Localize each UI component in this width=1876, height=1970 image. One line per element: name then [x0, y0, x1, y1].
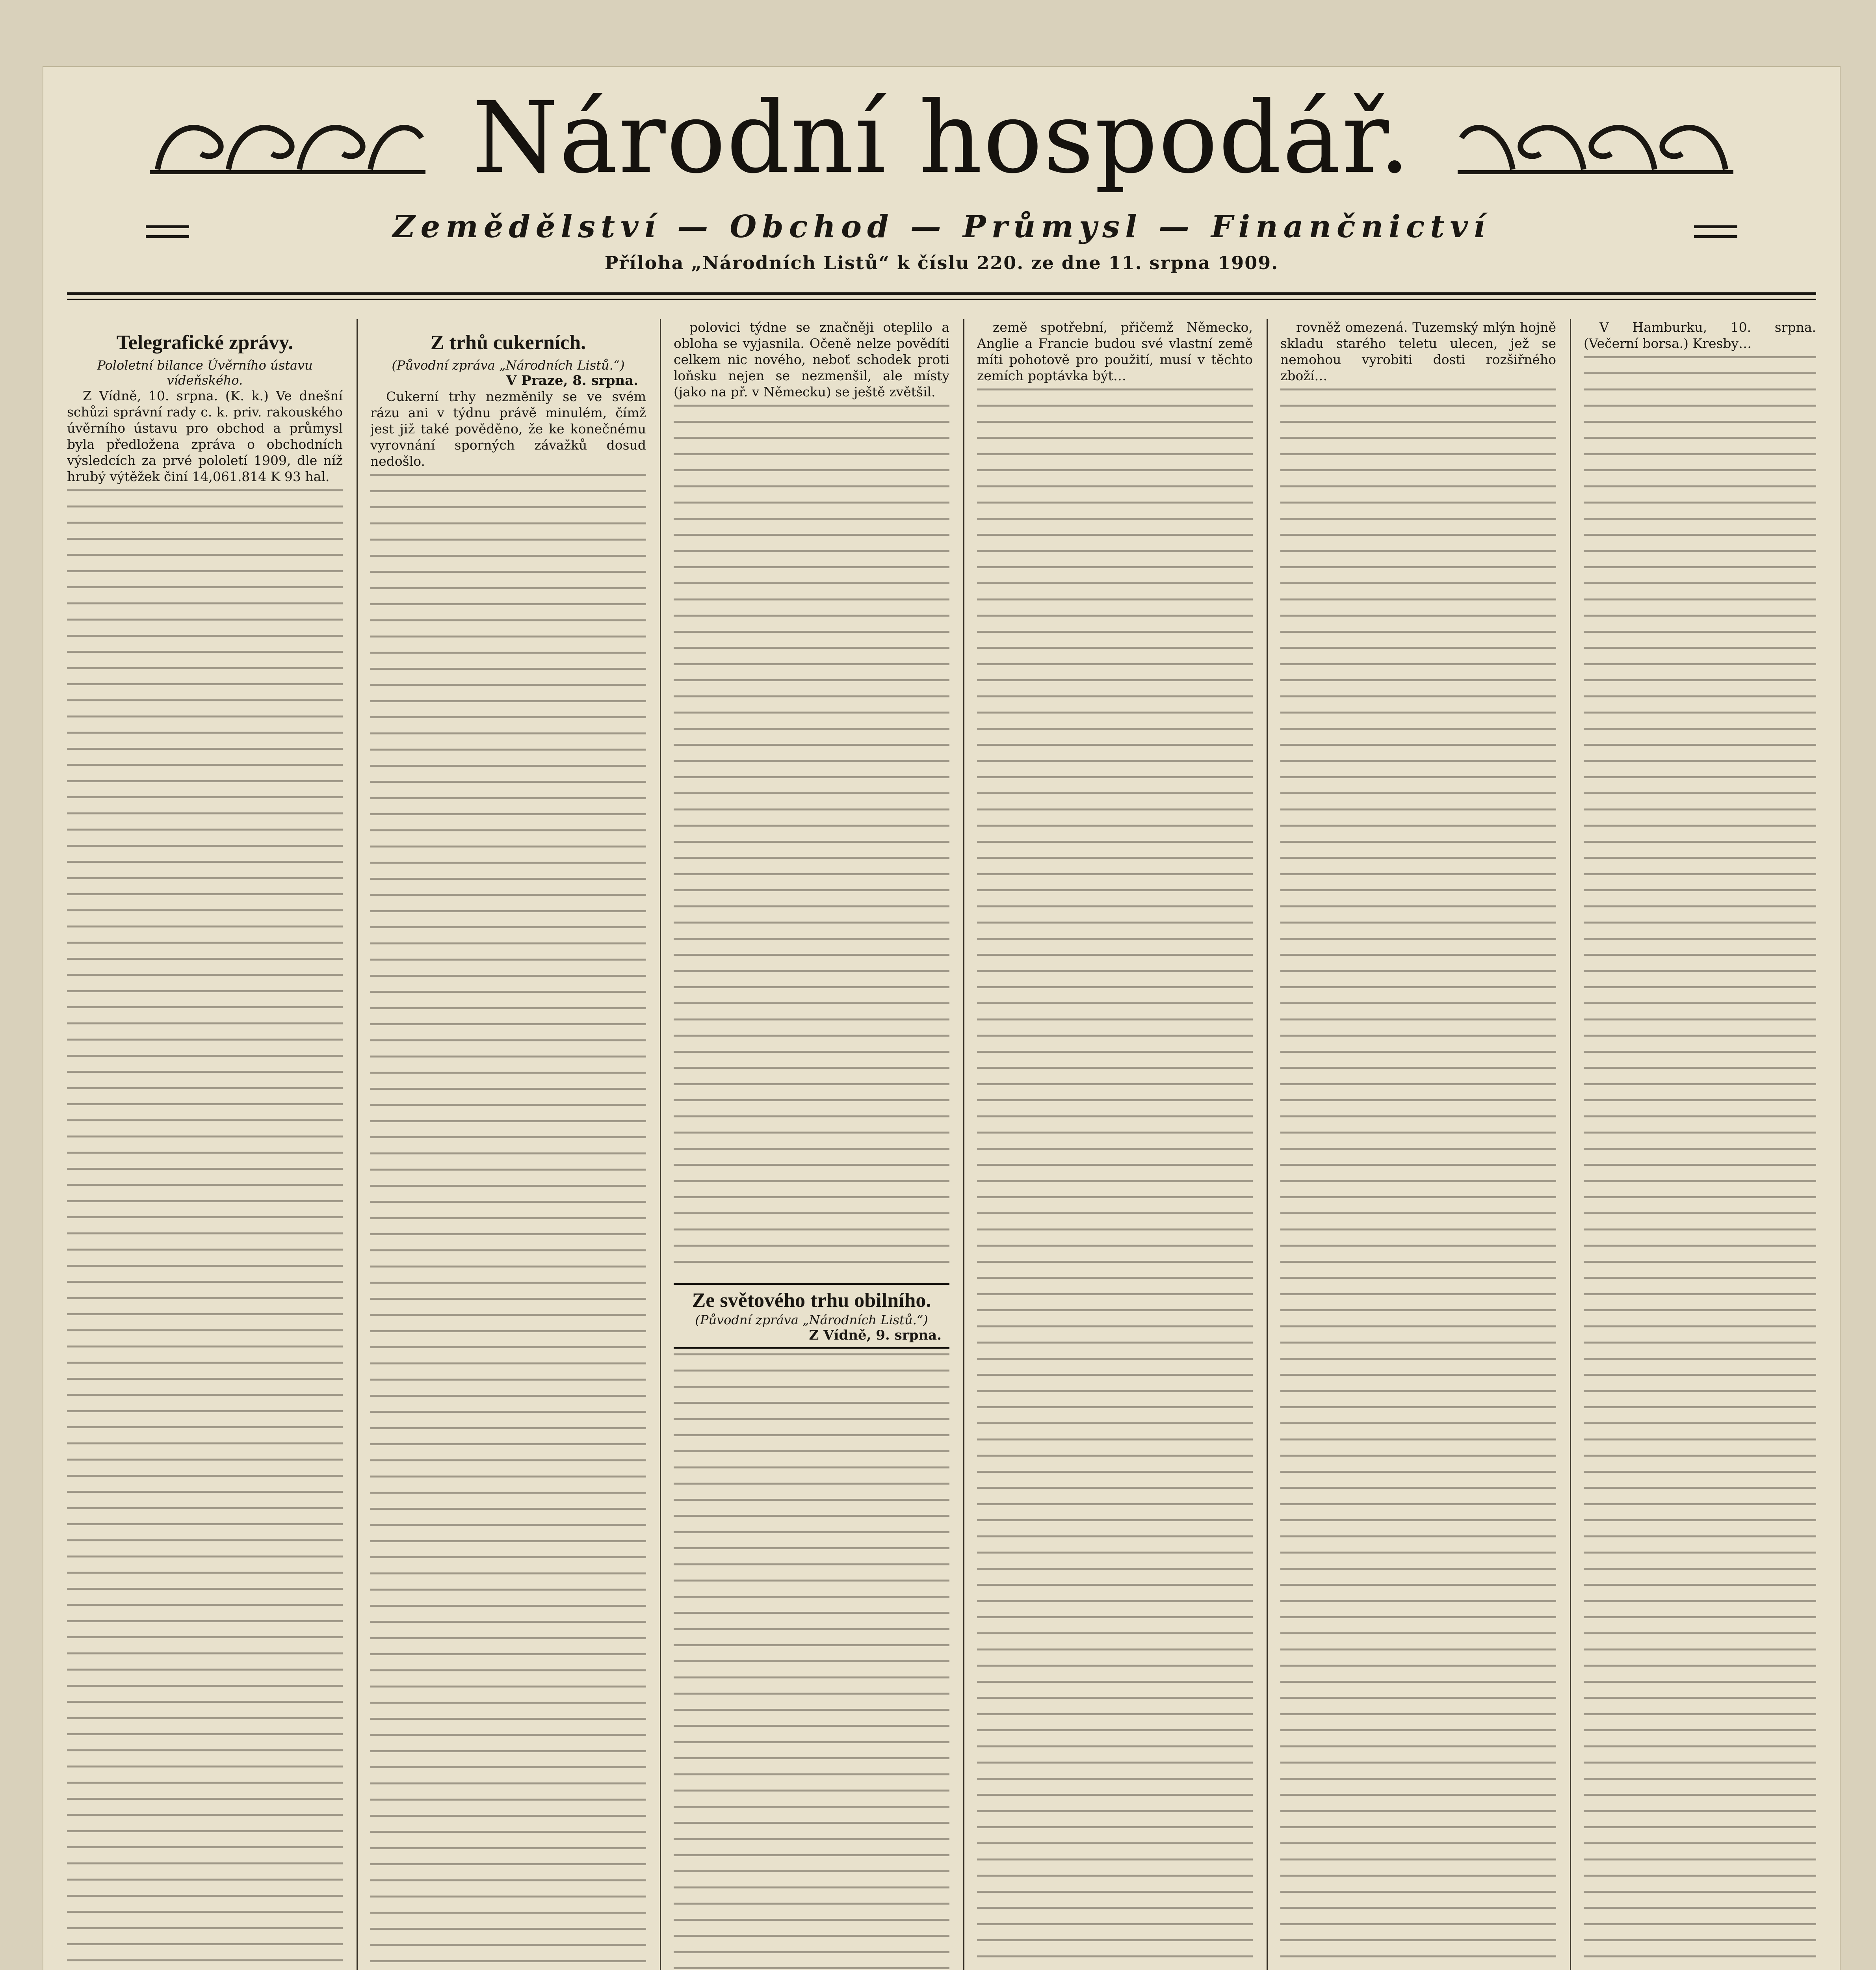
masthead-rule — [67, 292, 1816, 295]
column-subheading: (Původní zpráva „Národních Listů.“) — [392, 358, 625, 373]
column-2 — [370, 319, 646, 1970]
column-divider — [1570, 319, 1571, 1970]
text-block-placeholder — [674, 1353, 949, 1970]
dateline: V Praze, 8. srpna. — [506, 373, 638, 388]
paragraph: V Hamburku, 10. srpna. (Večerní borsa.) Kresby… — [1584, 320, 1816, 351]
text-block-placeholder — [1584, 356, 1816, 1970]
decorative-rule-right — [1694, 225, 1737, 238]
column-divider — [1267, 319, 1268, 1970]
column-3 — [674, 319, 949, 1970]
page-title: Národní hospodář. — [472, 80, 1411, 195]
text-block-placeholder — [1280, 388, 1556, 1970]
text-block-placeholder — [370, 474, 646, 1970]
column-divider — [660, 319, 661, 1970]
column-6 — [1584, 319, 1816, 1970]
article-dateline: Z Vídně, 9. srpna. — [809, 1327, 942, 1343]
masthead — [43, 67, 1840, 288]
article-headline-sub: (Původní zpráva „Národních Listů.“) — [695, 1312, 928, 1327]
article-columns — [67, 319, 1816, 1970]
column-5 — [1280, 319, 1556, 1970]
column-1 — [67, 319, 343, 1970]
paragraph: rovněž omezená. Tuzemský mlýn hojně skladu starého teletu ulecen, jež se nemohou vyrobiti dosti rozšiřného zboží… — [1280, 320, 1556, 383]
newspaper-page — [43, 67, 1840, 1970]
article-headline: Ze světového trhu obilního. — [692, 1289, 931, 1312]
text-block-placeholder — [977, 388, 1253, 1970]
article-headline-box — [674, 1283, 949, 1349]
masthead-rule-thin — [67, 299, 1816, 300]
text-block-placeholder — [674, 405, 949, 1271]
column-heading: Z trhů cukerních. — [430, 331, 586, 354]
column-4 — [977, 319, 1253, 1970]
column-heading: Telegrafické zprávy. — [116, 331, 293, 354]
paragraph: polovici týdne se značněji oteplilo a obloha se vyjasnila. Očeně nelze povědíti celkem nic nového, neboť schodek proti loňsku nejen se nezmenšil, ale místy (jako na př. v Německu) se ještě zvětšil. — [674, 320, 949, 400]
column-divider — [357, 319, 358, 1970]
paragraph: Z Vídně, 10. srpna. (K. k.) Ve dnešní schůzi správní rady c. k. priv. rakouského úvěrního ústavu pro obchod a průmysl byla předložena zpráva o obchodních výsledcích za prvé pololetí 1909, dle níž hrubý výtěžek činí 14,061.814 K 93 hal. — [67, 388, 343, 484]
paragraph: země spotřební, přičemž Německo, Anglie a Francie budou své vlastní země míti pohotově pro použití, musí v těchto zemích poptávka být… — [977, 320, 1253, 383]
section-line: Zemědělství — Obchod — Průmysl — Finančnictví — [392, 209, 1491, 245]
text-block-placeholder — [67, 489, 343, 1970]
column-divider — [963, 319, 964, 1970]
supplement-line: Příloha „Národních Listů“ k číslu 220. ze dne 11. srpna 1909. — [604, 252, 1279, 273]
paragraph: Cukerní trhy nezměnily se ve svém rázu ani v týdnu právě minulém, čímž jest již také pověděno, že ke konečnému vyrovnání sporných závažků dosud nedošlo. — [370, 389, 646, 469]
column-subheading: Pololetní bilance Úvěrního ústavu vídeňského. — [97, 358, 313, 388]
